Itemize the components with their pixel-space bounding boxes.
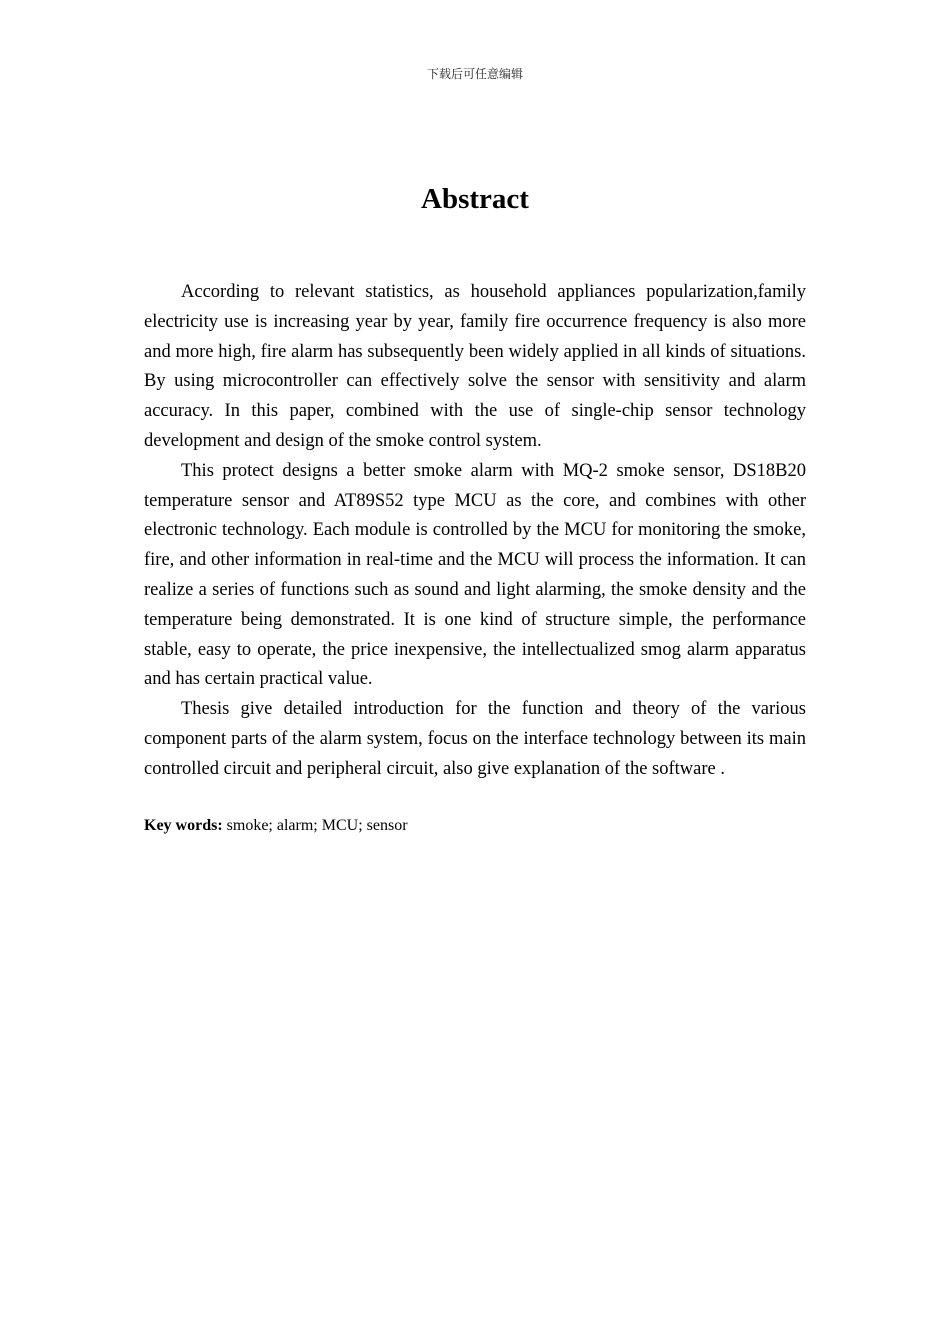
abstract-body <box>144 278 806 785</box>
abstract-paragraph-3: Thesis give detailed introduction for the function and theory of the various component parts of the alarm system, focus on the interface technology between its main controlled circuit and peripheral circuit, also give explanation of the software . <box>144 699 806 779</box>
page-header: 下载后可任意编辑 <box>426 67 523 81</box>
abstract-paragraph-2: This protect designs a better smoke alarm with MQ-2 smoke sensor, DS18B20 temperature sensor and AT89S52 type MCU as the core, and combines with other electronic technology. Each module is controlled by the MCU for monitoring the smoke, fire, and other information in real-time and the MCU will process the information. It can realize a series of functions such as sound and light alarming, the smoke density and the temperature being demonstrated. It is one kind of structure simple, the performance stable, easy to operate, the price inexpensive, the intellectualized smog alarm apparatus and has certain practical value. <box>144 460 806 690</box>
page-title: Abstract <box>421 183 529 215</box>
keywords-line <box>144 814 806 838</box>
keywords-label: Key words: <box>144 817 223 834</box>
abstract-paragraph-1: According to relevant statistics, as household appliances popularization,family electricity use is increasing year by year, family fire occurrence frequency is also more and more high, fire alarm has subsequently been widely applied in all kinds of situations. By using microcontroller can effectively solve the sensor with sensitivity and alarm accuracy. In this paper, combined with the use of single-chip sensor technology development and design of the smoke control system. <box>144 282 806 451</box>
keywords-value: smoke; alarm; MCU; sensor <box>226 817 408 834</box>
